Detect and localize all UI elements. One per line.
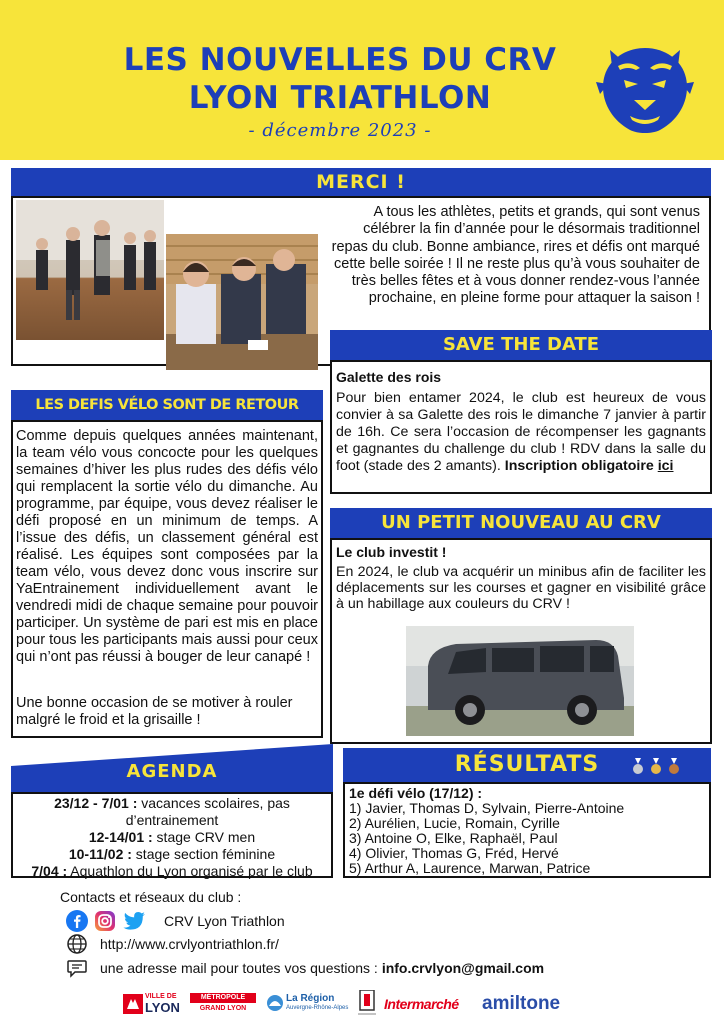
- save-the-date-heading-bar: [330, 330, 712, 360]
- agenda-item: 10-11/02 : stage section féminine: [68, 846, 276, 862]
- save-the-date-subtitle: Galette des rois: [336, 369, 442, 385]
- defis-text: Comme depuis quelques années maintenant, la team vélo vous concocte pour les quelques semaines d’hiver les plus rudes des défis vélo qui remplacent la sortie vélo du dimanche. Au programme, par équipe, vous devez réaliser le défi proposé en un minimum de temps. A l’issue des défis, un classement général est réalisé. Les équipes sont composées par la team vélo, vous devez donc vous inscrire sur YaEntrainement individuellement avant le vendredi midi de chaque semaine pour pouvoir participer. Un système de pari est mis en place pour tous les participants mais aussi pour ceux qui n’ont pas réussi à bouger de leur canapé !: [16, 428, 318, 665]
- newsletter-title-line2: LYON TRIATHLON: [188, 80, 492, 116]
- sponsor-logos: [0, 990, 724, 1020]
- metropole-top: MÉTROPOLE: [190, 993, 256, 1003]
- lion-logo-icon: [590, 40, 700, 140]
- contacts-label: Contacts et réseaux du club :: [60, 889, 242, 905]
- website-link[interactable]: http://www.crvlyontriathlon.fr/: [100, 936, 279, 952]
- resultats-title: 1e défi vélo (17/12) :: [349, 785, 483, 801]
- defis-text-2: Une bonne occasion de se motiver à rouler malgré le froid et la grisaille !: [16, 695, 293, 728]
- region-sub: Auvergne-Rhône-Alpes: [286, 1005, 349, 1011]
- result-line: 5) Arthur A, Laurence, Marwan, Patrice: [349, 860, 591, 876]
- website-row: [66, 932, 279, 956]
- twitter-icon[interactable]: [122, 910, 146, 932]
- defis-heading: LES DEFIS VÉLO SONT DE RETOUR: [35, 397, 299, 413]
- partner-logo-icon: [356, 990, 378, 1016]
- result-line: 1) Javier, Thomas D, Sylvain, Pierre-Antoine: [349, 800, 625, 816]
- chat-bubble-icon: [66, 957, 88, 979]
- nouveau-text: En 2024, le club va acquérir un minibus afin de faciliter les déplacements sur les courses et gagner en visibilité grâce à un habillage aux couleurs du CRV !: [336, 564, 706, 612]
- registration-link[interactable]: ici: [657, 458, 674, 474]
- social-name: CRV Lyon Triathlon: [164, 913, 285, 929]
- region-name: La Région: [286, 993, 335, 1004]
- minibus-photo: [406, 626, 634, 736]
- result-line: 4) Olivier, Thomas G, Fréd, Hervé: [349, 845, 559, 861]
- facebook-icon[interactable]: [66, 910, 88, 932]
- amiltone-logo: amiltone: [482, 993, 561, 1014]
- result-line: 3) Antoine O, Elke, Raphaël, Paul: [349, 830, 558, 846]
- metropole-logo: [190, 993, 256, 1017]
- save-the-date-text-block: [336, 390, 706, 475]
- globe-icon: [66, 933, 88, 955]
- nouveau-heading: UN PETIT NOUVEAU AU CRV: [381, 512, 661, 533]
- metropole-bottom: GRAND LYON: [199, 1005, 247, 1012]
- intermarche-logo: Intermarché: [384, 996, 459, 1012]
- social-row: [66, 907, 285, 935]
- resultats-heading: RÉSULTATS: [454, 752, 600, 777]
- agenda-item: 12-14/01 : stage CRV men: [88, 829, 256, 845]
- defis-heading-bar: [11, 390, 323, 420]
- newsletter-date: - décembre 2023 -: [248, 120, 432, 141]
- merci-heading: MERCI !: [316, 171, 406, 193]
- mail-link[interactable]: info.crvlyon@gmail.com: [381, 960, 545, 976]
- party-photo-2: [166, 234, 318, 370]
- save-the-date-text: Pour bien entamer 2024, le club est heureux de vous convier à sa Galette des rois le dimanche 7 janvier à partir de 16h. Ce sera l’occasion de récompenser les gagnants et gagnantes du challenge du club ! RDV dans la salle du foot (stade des 2 amants).: [336, 390, 706, 474]
- instagram-icon[interactable]: [94, 910, 116, 932]
- agenda-section: [11, 792, 333, 878]
- agenda-item: 23/12 - 7/01 : vacances scolaires, pas d’entrainement: [54, 795, 290, 828]
- region-logo-icon: [266, 994, 284, 1012]
- nouveau-heading-bar: [330, 508, 712, 538]
- registration-required: Inscription obligatoire: [504, 458, 654, 474]
- ville-lyon-top: VILLE DE: [145, 993, 177, 1000]
- nouveau-subtitle: Le club investit !: [336, 544, 447, 560]
- result-line: 2) Aurélien, Lucie, Romain, Cyrille: [349, 815, 560, 831]
- ville-lyon-logo-icon: [123, 994, 143, 1014]
- merci-text: A tous les athlètes, petits et grands, qui sont venus célébrer la fin d’année pour le désormais traditionnel repas du club. Bonne ambiance, rires et défis ont marqué cette belle soirée ! Il ne reste plus qu’à vous souhaiter de très belles fêtes et à vous donner rendez-vous l’année prochaine, en pleine forme pour attaquer la saison !: [331, 204, 700, 307]
- medals-icon: [630, 758, 684, 776]
- newsletter-title: LES NOUVELLES DU CRV: [123, 42, 557, 78]
- save-the-date-heading: SAVE THE DATE: [442, 334, 600, 355]
- party-photo-1: [16, 200, 164, 340]
- agenda-item: 7/04 : Aquathlon du Lyon organisé par le club: [31, 863, 313, 879]
- merci-heading-bar: [11, 168, 711, 196]
- mail-row: [66, 956, 544, 980]
- agenda-heading: AGENDA: [126, 761, 218, 782]
- ville-lyon-name: LYON: [145, 1000, 180, 1015]
- mail-text: une adresse mail pour toutes vos questions :: [100, 960, 378, 976]
